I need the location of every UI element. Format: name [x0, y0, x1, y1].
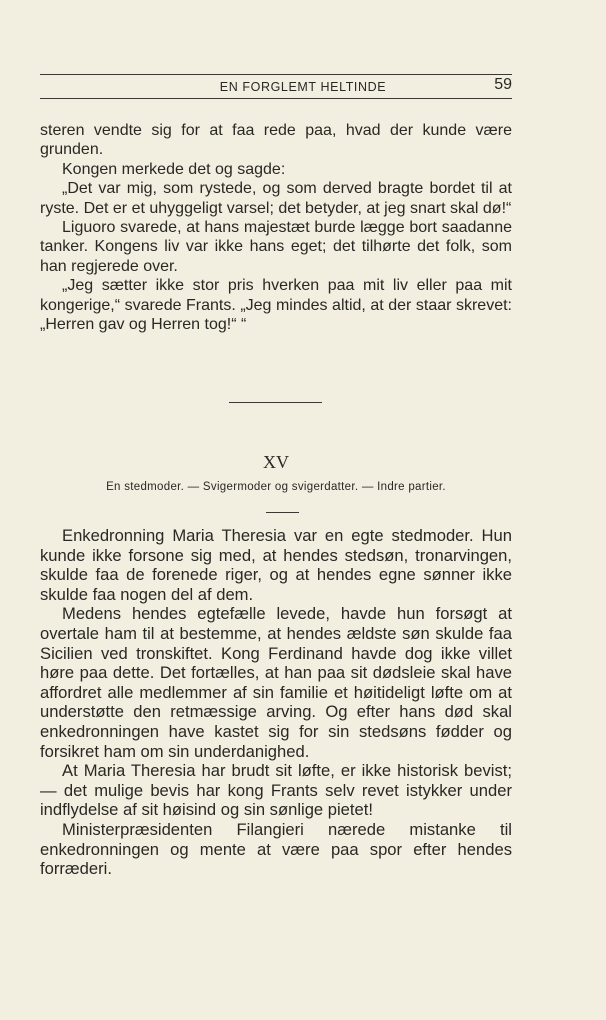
running-title: EN FORGLEMT HELTINDE [219, 80, 387, 94]
paragraph: Ministerpræsidenten Filangieri nærede mistanke til enkedronningen og mente at være paa spor efter hendes forræderi. [40, 819, 512, 879]
paragraph: steren vendte sig for at faa rede paa, hvad der kunde være grunden. [40, 122, 512, 159]
subtitle-divider [266, 512, 299, 513]
chapter-body [40, 526, 512, 879]
continued-text [40, 121, 512, 334]
paragraph: „Jeg sætter ikke stor pris hverken paa mit liv eller paa mit kongerige,“ svarede Frants. „Jeg mindes altid, at der staar skrevet: „Herren gav og Herren tog!“ “ [40, 277, 512, 334]
chapter-subtitle: En stedmoder. — Svigermoder og svigerdatter. — Indre partier. [106, 481, 446, 493]
chapter-numeral: XV [263, 452, 289, 472]
paragraph: Kongen merkede det og sagde: [62, 160, 286, 178]
paragraph: At Maria Theresia har brudt sit løfte, er ikke historisk bevist; — det mulige bevis har kong Frants selv revet istykker under indflydelse af sit høisind og sin sønlige pietet! [40, 761, 512, 820]
paragraph: Enkedronning Maria Theresia var en egte stedmoder. Hun kunde ikke forsone sig med, at hendes stedsøn, tronarvingen, skulde faa de forenede riger, og at hendes egne sønner ikke skulde faa nogen del af dem. [40, 526, 512, 604]
paragraph: „Det var mig, som rystede, og som derved bragte bordet til at ryste. Det er et uhyggeligt varsel; det betyder, at jeg snart skal dø!“ [40, 180, 512, 217]
paragraph: Medens hendes egtefælle levede, havde hun forsøgt at overtale ham til at bestemme, at hendes ældste søn skulde faa Sicilien ved tronskiftet. Kong Ferdinand havde dog ikke villet høre paa dette. Det fortælles, at han paa sit dødsleie skal have affordret alle medlemmer af sin familie et høitideligt løfte om at understøtte den retmæssige arving. Og efter hans død skal enkedronningen have kastet sig for sin stedsøns fødder og forsikret ham om sin underdanighed. [40, 604, 512, 761]
header-rule-top [40, 74, 512, 75]
page-number: 59 [494, 76, 512, 93]
header-rule-bottom [40, 98, 512, 99]
section-divider [229, 402, 322, 403]
paragraph: Liguoro svarede, at hans majestæt burde lægge bort saadanne tanker. Kongens liv var ikke hans eget; det tilhørte det folk, som han regjerede over. [40, 219, 512, 275]
